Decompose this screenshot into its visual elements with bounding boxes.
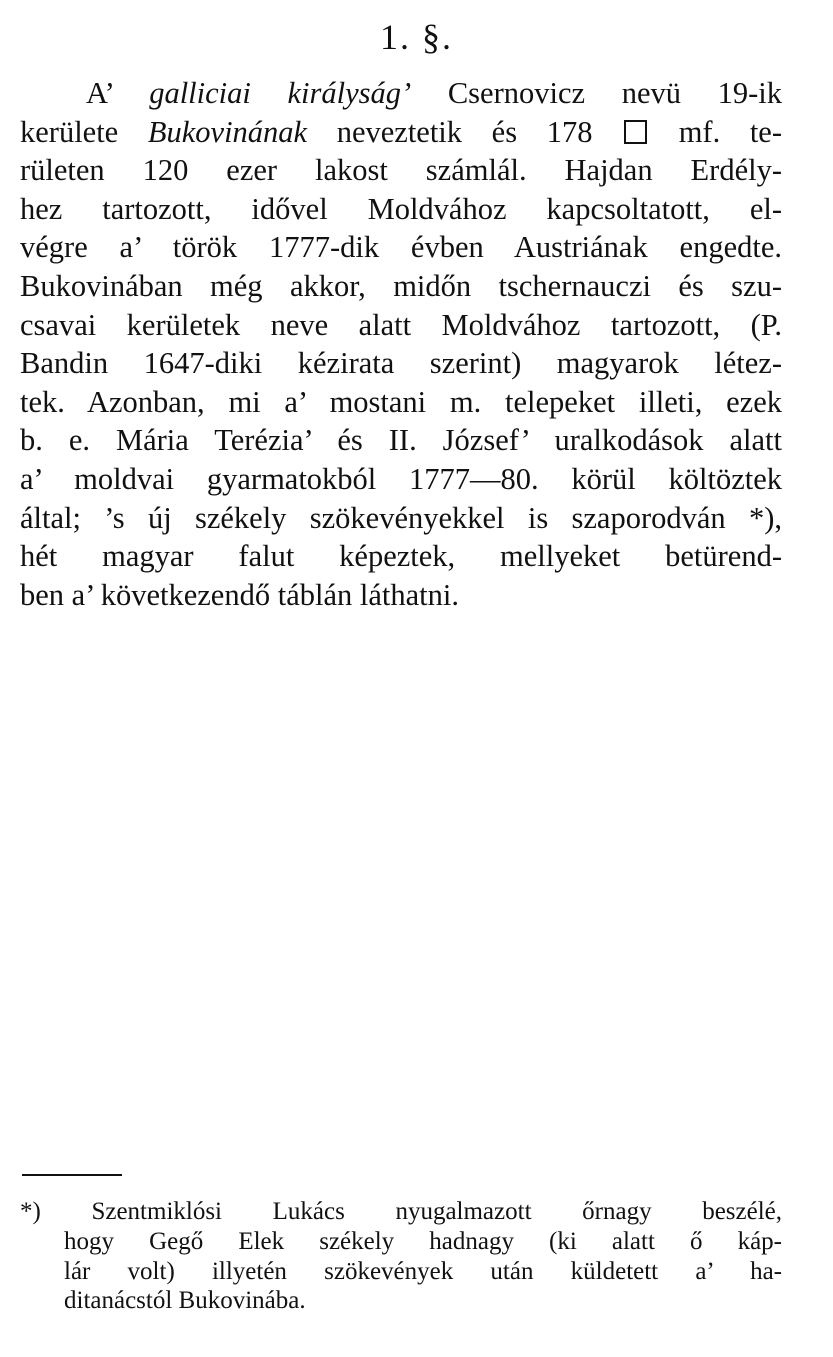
text-segment: b. e. Mária Terézia’ és II. József’ uralkodások alatt	[20, 423, 782, 458]
body-paragraph	[20, 74, 782, 614]
italic-term: Bukovinának	[147, 114, 308, 149]
text-line	[20, 306, 782, 345]
text-segment: kerülete	[20, 114, 148, 149]
italic-term: galliciai királyság’	[149, 76, 412, 110]
text-segment: hez tartozott, idővel Moldvához kapcsoltatott, el-	[20, 191, 782, 226]
text-segment: Bandin 1647-diki kézirata szerint) magyarok létez-	[20, 346, 782, 381]
text-segment: Bukovinában még akkor, midőn tschernauczi és szu-	[20, 268, 782, 303]
footnote-line: ditanácstól Bukovinába.	[64, 1287, 306, 1315]
text-segment: Csernovicz nevü 19-ik	[411, 76, 783, 110]
text-segment: ben a’ következendő táblán láthatni.	[20, 577, 459, 612]
text-line	[20, 74, 782, 113]
footnote-divider	[22, 1174, 122, 1176]
text-segment: a’ moldvai gyarmatokból 1777—80. körül költöztek	[20, 461, 782, 496]
footnote	[20, 1197, 782, 1316]
text-segment: végre a’ török 1777-dik évben Austriának engedte.	[20, 230, 782, 265]
footnote-line: lár volt) illyetén szökevények után küldetett a’ ha-	[64, 1257, 782, 1285]
text-line	[20, 151, 782, 190]
footnote-line: hogy Gegő Elek székely hadnagy (ki alatt ő káp-	[64, 1227, 782, 1255]
text-line	[20, 228, 782, 267]
text-line	[20, 460, 782, 499]
text-segment: mf. te-	[649, 114, 783, 149]
text-line	[20, 344, 782, 383]
square-mile-symbol	[624, 120, 647, 144]
text-line	[20, 267, 782, 306]
text-segment: tek. Azonban, mi a’ mostani m. telepeket illeti, ezek	[20, 384, 782, 419]
text-line	[20, 537, 782, 576]
text-segment: rületen 120 ezer lakost számlál. Hajdan Erdély-	[20, 153, 782, 188]
text-line	[20, 113, 782, 152]
text-segment: csavai kerületek neve alatt Moldvához tartozott, (P.	[20, 307, 782, 342]
footnote-line: *) Szentmiklósi Lukács nyugalmazott őrnagy beszélé,	[20, 1198, 782, 1225]
text-segment: neveztetik és 178	[307, 114, 623, 149]
text-line	[20, 576, 782, 615]
text-line	[20, 190, 782, 229]
section-heading: 1. §.	[380, 17, 453, 57]
text-line	[20, 499, 782, 538]
text-segment: által; ’s új székely szökevényekkel is szaporodván *),	[20, 500, 782, 535]
text-line	[20, 383, 782, 422]
text-segment: hét magyar falut képeztek, mellyeket betürend-	[20, 539, 782, 574]
text-line	[20, 421, 782, 460]
text-segment: A’	[86, 76, 150, 110]
